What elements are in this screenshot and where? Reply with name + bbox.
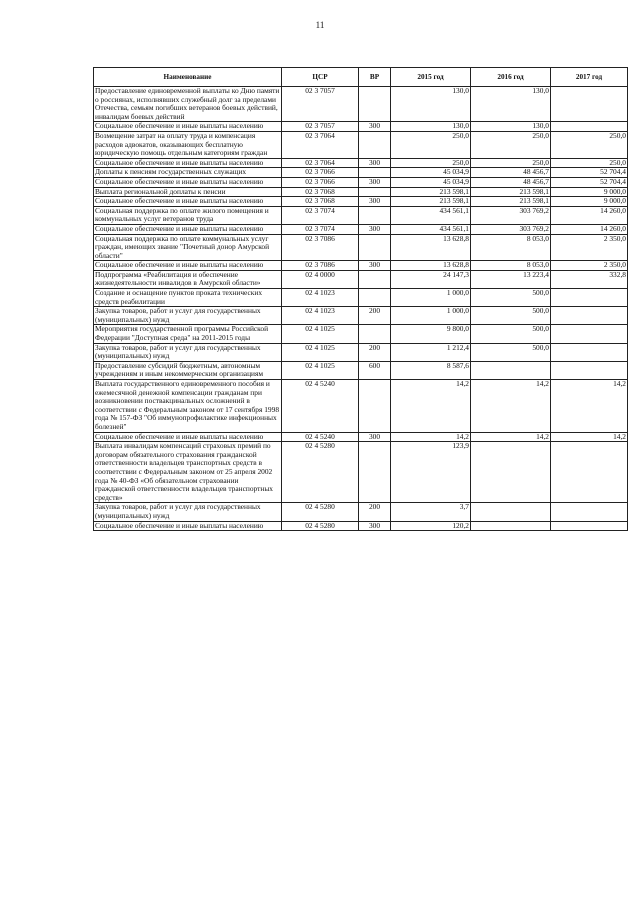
table-row: [94, 197, 628, 207]
cell-2017: 52 704,4: [551, 177, 628, 187]
cell-csr: 02 4 1023: [282, 307, 359, 325]
cell-name: Социальное обеспечение и иные выплаты населению: [94, 224, 282, 234]
cell-vr: 200: [359, 503, 391, 521]
cell-2016: 250,0: [471, 158, 551, 168]
cell-name: Социальное обеспечение и иные выплаты населению: [94, 261, 282, 271]
table-row: [94, 87, 628, 122]
cell-name: Социальное обеспечение и иные выплаты населению: [94, 122, 282, 132]
cell-2015: 1 000,0: [391, 307, 471, 325]
cell-2016: 13 223,4: [471, 270, 551, 288]
cell-name: Социальное обеспечение и иные выплаты населению: [94, 432, 282, 442]
cell-2016: 303 769,2: [471, 224, 551, 234]
cell-csr: 02 3 7068: [282, 187, 359, 197]
cell-vr: 200: [359, 307, 391, 325]
cell-vr: 200: [359, 343, 391, 361]
cell-csr: 02 4 0000: [282, 270, 359, 288]
cell-vr: [359, 234, 391, 261]
table-row: [94, 325, 628, 343]
cell-csr: 02 3 7066: [282, 177, 359, 187]
cell-2016: 500,0: [471, 343, 551, 361]
cell-vr: [359, 289, 391, 307]
cell-csr: 02 4 5280: [282, 442, 359, 503]
cell-2017: [551, 503, 628, 521]
cell-vr: 300: [359, 521, 391, 531]
cell-2017: 250,0: [551, 158, 628, 168]
cell-vr: [359, 380, 391, 433]
cell-2017: 52 704,4: [551, 168, 628, 178]
cell-2016: 48 456,7: [471, 177, 551, 187]
cell-2017: [551, 122, 628, 132]
table-row: [94, 307, 628, 325]
table-body: [94, 87, 628, 531]
cell-vr: 300: [359, 261, 391, 271]
cell-csr: 02 3 7074: [282, 224, 359, 234]
table-row: [94, 432, 628, 442]
cell-2015: 434 561,1: [391, 206, 471, 224]
cell-2016: 213 598,1: [471, 197, 551, 207]
table-row: [94, 261, 628, 271]
cell-2015: 250,0: [391, 131, 471, 158]
cell-2015: 213 598,1: [391, 197, 471, 207]
cell-name: Подпрограмма «Реабилитация и обеспечение жизнедеятельности инвалидов в Амурской области»: [94, 270, 282, 288]
table-row: [94, 361, 628, 379]
cell-csr: 02 4 5280: [282, 521, 359, 531]
cell-2017: [551, 289, 628, 307]
cell-csr: 02 4 1025: [282, 361, 359, 379]
cell-2017: [551, 307, 628, 325]
cell-2017: 2 350,0: [551, 261, 628, 271]
cell-name: Предоставление субсидий бюджетным, автономным учреждениям и иным некоммерческим организациям: [94, 361, 282, 379]
cell-csr: 02 3 7064: [282, 131, 359, 158]
cell-2015: 434 561,1: [391, 224, 471, 234]
cell-2016: [471, 442, 551, 503]
cell-csr: 02 3 7066: [282, 168, 359, 178]
cell-2016: 48 456,7: [471, 168, 551, 178]
table-row: [94, 503, 628, 521]
table-row: [94, 234, 628, 261]
cell-name: Возмещение затрат на оплату труда и компенсация расходов адвокатов, оказывающих бесплатную юридическую помощь отдельным категориям граждан: [94, 131, 282, 158]
cell-2016: 250,0: [471, 131, 551, 158]
cell-2017: 14,2: [551, 380, 628, 433]
cell-csr: 02 3 7068: [282, 197, 359, 207]
cell-2015: 14,2: [391, 432, 471, 442]
cell-name: Закупка товаров, работ и услуг для государственных (муниципальных) нужд: [94, 307, 282, 325]
cell-name: Закупка товаров, работ и услуг для государственных (муниципальных) нужд: [94, 503, 282, 521]
cell-2017: 14,2: [551, 432, 628, 442]
table-row: [94, 158, 628, 168]
table-row: [94, 131, 628, 158]
table-row: [94, 177, 628, 187]
cell-2017: [551, 343, 628, 361]
cell-2017: 332,8: [551, 270, 628, 288]
cell-2016: 500,0: [471, 325, 551, 343]
cell-csr: 02 4 1023: [282, 289, 359, 307]
cell-name: Социальная поддержка по оплате коммунальных услуг граждан, имеющих звание "Почетный донор Амурской области": [94, 234, 282, 261]
cell-csr: 02 4 5280: [282, 503, 359, 521]
cell-2017: 14 260,0: [551, 224, 628, 234]
cell-name: Доплаты к пенсиям государственных служащих: [94, 168, 282, 178]
cell-csr: 02 4 5240: [282, 380, 359, 433]
table-row: [94, 289, 628, 307]
cell-vr: [359, 325, 391, 343]
page-number: 11: [315, 20, 325, 30]
cell-2015: 9 800,0: [391, 325, 471, 343]
cell-2015: 120,2: [391, 521, 471, 531]
cell-2017: 250,0: [551, 131, 628, 158]
cell-csr: 02 3 7086: [282, 234, 359, 261]
cell-name: Мероприятия государственной программы Российской Федерации "Доступная среда" на 2011-2015 годы: [94, 325, 282, 343]
cell-name: Социальное обеспечение и иные выплаты населению: [94, 521, 282, 531]
cell-2017: 9 000,0: [551, 187, 628, 197]
cell-vr: 300: [359, 432, 391, 442]
cell-2015: 13 628,8: [391, 234, 471, 261]
cell-vr: 300: [359, 177, 391, 187]
cell-vr: [359, 187, 391, 197]
cell-name: Закупка товаров, работ и услуг для государственных (муниципальных) нужд: [94, 343, 282, 361]
cell-2015: 130,0: [391, 87, 471, 122]
cell-name: Выплата региональной доплаты к пенсии: [94, 187, 282, 197]
header-2016: 2016 год: [471, 68, 551, 87]
cell-name: Социальное обеспечение и иные выплаты населению: [94, 158, 282, 168]
header-2017: 2017 год: [551, 68, 628, 87]
cell-vr: [359, 442, 391, 503]
cell-2017: [551, 521, 628, 531]
cell-2017: 2 350,0: [551, 234, 628, 261]
cell-2015: 24 147,3: [391, 270, 471, 288]
cell-vr: [359, 206, 391, 224]
table-row: [94, 168, 628, 178]
cell-name: Выплата государственного единовременного пособия и ежемесячной денежной компенсации гражданам при возникновении поствакцинальных осложнений в соответствии с Федеральным законом от 17 сентября 1998 года № 157-ФЗ "Об иммунопрофилактике инфекционных болезней": [94, 380, 282, 433]
cell-2016: 303 769,2: [471, 206, 551, 224]
cell-vr: [359, 168, 391, 178]
cell-csr: 02 4 1025: [282, 343, 359, 361]
cell-2015: 45 034,9: [391, 177, 471, 187]
cell-2016: 8 053,0: [471, 234, 551, 261]
cell-name: Выплата инвалидам компенсаций страховых премий по договорам обязательного страхования гражданской ответственности владельцев транспортных средств в соответствии с Федеральным законом от 25 апреля 2002 года № 40-ФЗ «Об обязательном страховании гражданской ответственности владельцев транспортных средств»: [94, 442, 282, 503]
table-row: [94, 270, 628, 288]
cell-2016: 213 598,1: [471, 187, 551, 197]
table-row: [94, 380, 628, 433]
cell-2017: [551, 442, 628, 503]
cell-name: Социальная поддержка по оплате жилого помещения и коммунальных услуг ветеранов труда: [94, 206, 282, 224]
header-name: Наименование: [94, 68, 282, 87]
budget-table: [93, 67, 628, 531]
cell-2017: [551, 87, 628, 122]
table-row: [94, 521, 628, 531]
cell-vr: [359, 131, 391, 158]
cell-vr: 300: [359, 122, 391, 132]
cell-csr: 02 4 1025: [282, 325, 359, 343]
cell-csr: 02 3 7064: [282, 158, 359, 168]
table-row: [94, 187, 628, 197]
cell-2017: [551, 325, 628, 343]
cell-2016: 130,0: [471, 122, 551, 132]
table-row: [94, 224, 628, 234]
cell-2015: 8 587,6: [391, 361, 471, 379]
table-row: [94, 343, 628, 361]
cell-csr: 02 3 7057: [282, 87, 359, 122]
cell-2016: 14,2: [471, 432, 551, 442]
cell-2016: 500,0: [471, 289, 551, 307]
cell-2016: [471, 361, 551, 379]
cell-csr: 02 4 5240: [282, 432, 359, 442]
cell-vr: 300: [359, 158, 391, 168]
cell-vr: 300: [359, 197, 391, 207]
cell-2015: 14,2: [391, 380, 471, 433]
header-2015: 2015 год: [391, 68, 471, 87]
cell-2017: 14 260,0: [551, 206, 628, 224]
cell-2015: 45 034,9: [391, 168, 471, 178]
cell-vr: [359, 87, 391, 122]
cell-csr: 02 3 7086: [282, 261, 359, 271]
cell-2015: 250,0: [391, 158, 471, 168]
cell-2015: 1 000,0: [391, 289, 471, 307]
cell-2015: 123,9: [391, 442, 471, 503]
cell-vr: [359, 270, 391, 288]
table-row: [94, 122, 628, 132]
cell-name: Предоставление единовременной выплаты ко Дню памяти о россиянах, исполнявших служебный долг за пределами Отечества, семьям погибших ветеранов боевых действий, инвалидам боевых действий: [94, 87, 282, 122]
cell-2016: [471, 503, 551, 521]
table-row: [94, 442, 628, 503]
cell-2015: 3,7: [391, 503, 471, 521]
cell-name: Создание и оснащение пунктов проката технических средств реабилитации: [94, 289, 282, 307]
cell-2016: [471, 521, 551, 531]
cell-2015: 213 598,1: [391, 187, 471, 197]
table-header-row: [94, 68, 628, 87]
cell-2016: 130,0: [471, 87, 551, 122]
cell-2016: 8 053,0: [471, 261, 551, 271]
cell-csr: 02 3 7057: [282, 122, 359, 132]
cell-name: Социальное обеспечение и иные выплаты населению: [94, 177, 282, 187]
cell-2015: 13 628,8: [391, 261, 471, 271]
cell-2015: 130,0: [391, 122, 471, 132]
cell-vr: 300: [359, 224, 391, 234]
header-csr: ЦСР: [282, 68, 359, 87]
cell-2017: [551, 361, 628, 379]
cell-name: Социальное обеспечение и иные выплаты населению: [94, 197, 282, 207]
table-row: [94, 206, 628, 224]
cell-2017: 9 000,0: [551, 197, 628, 207]
cell-2016: 500,0: [471, 307, 551, 325]
cell-vr: 600: [359, 361, 391, 379]
cell-csr: 02 3 7074: [282, 206, 359, 224]
header-vr: ВР: [359, 68, 391, 87]
cell-2015: 1 212,4: [391, 343, 471, 361]
cell-2016: 14,2: [471, 380, 551, 433]
